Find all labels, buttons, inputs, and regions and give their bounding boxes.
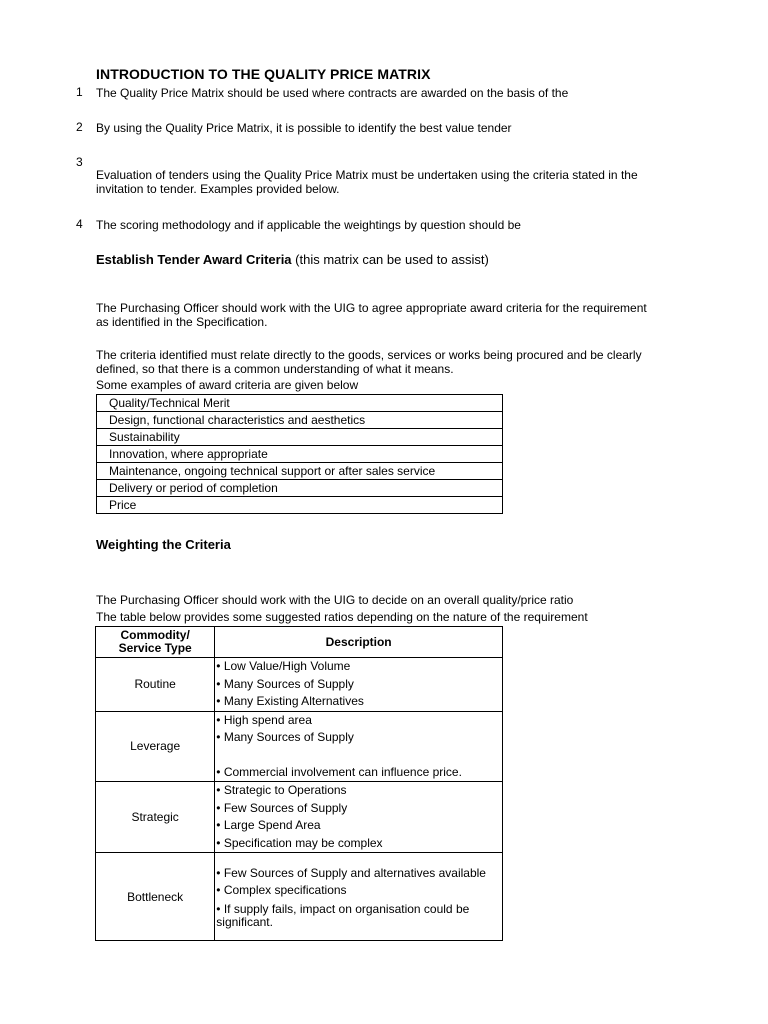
item-text-3-content: Evaluation of tenders using the Quality Price Matrix must be undertaken using the criteria stated in the invitation to tender. Examples provided below.: [96, 168, 638, 196]
description-cell: [215, 782, 503, 853]
description-item: • High spend area: [216, 712, 312, 727]
criteria-cell: Price: [97, 497, 503, 514]
award-criteria-table: [96, 394, 503, 514]
service-type-cell: Leverage: [96, 711, 215, 782]
weighting-heading: Weighting the Criteria: [96, 537, 231, 552]
criteria-cell: Maintenance, ongoing technical support or after sales service: [97, 463, 503, 480]
table-header-row: [96, 627, 503, 658]
col-header-line-1: Commodity/: [120, 628, 190, 642]
table-row: [96, 711, 503, 782]
award-para-2-content: The criteria identified must relate directly to the goods, services or works being procured and be clearly defined, so that there is a common understanding of what it means.: [96, 348, 642, 376]
criteria-cell: Innovation, where appropriate: [97, 446, 503, 463]
col-header-line-2: Service Type: [118, 641, 192, 655]
description-item: • Few Sources of Supply and alternatives available: [216, 866, 486, 881]
table-row: [96, 782, 503, 853]
item-number-4: 4: [76, 217, 83, 231]
description-cell: [215, 853, 503, 941]
table-row: [97, 497, 503, 514]
award-criteria-heading-bold: Establish Tender Award Criteria: [96, 252, 292, 267]
service-type-cell: Routine: [96, 658, 215, 712]
table-row: [97, 463, 503, 480]
item-number-3: 3: [76, 155, 83, 169]
item-text-1: The Quality Price Matrix should be used where contracts are awarded on the basis of the: [96, 86, 569, 100]
table-row: [97, 429, 503, 446]
description-item: • Many Existing Alternatives: [216, 694, 364, 708]
criteria-cell: Delivery or period of completion: [97, 480, 503, 497]
table-row: [97, 446, 503, 463]
award-criteria-heading: [96, 252, 502, 267]
description-item: • Low Value/High Volume: [216, 659, 351, 673]
description-cell: [215, 711, 503, 782]
description-cell: [215, 658, 503, 712]
table-row: [96, 853, 503, 941]
weighting-para-1: The Purchasing Officer should work with the UIG to decide on an overall quality/price ratio: [96, 593, 574, 607]
award-para-1-content: The Purchasing Officer should work with the UIG to agree appropriate award criteria for the requirement as identified in the Specification.: [96, 301, 647, 329]
description-item: • Large Spend Area: [216, 818, 321, 832]
description-item: • If supply fails, impact on organisation could be significant.: [216, 901, 470, 929]
col-header-description: Description: [215, 627, 503, 658]
criteria-cell: Design, functional characteristics and aesthetics: [97, 412, 503, 429]
table-row: [96, 658, 503, 712]
item-text-2: By using the Quality Price Matrix, it is possible to identify the best value tender: [96, 121, 512, 135]
criteria-cell: Sustainability: [97, 429, 503, 446]
item-number-2: 2: [76, 120, 83, 134]
item-text-3: [96, 168, 638, 197]
award-criteria-heading-rest: (this matrix can be used to assist): [291, 252, 489, 267]
criteria-cell: Quality/Technical Merit: [97, 395, 503, 412]
description-item: • Few Sources of Supply: [216, 800, 348, 815]
item-number-1: 1: [76, 85, 83, 99]
col-header-service-type: [96, 627, 215, 658]
description-spacer: [215, 747, 502, 764]
description-item: • Many Sources of Supply: [216, 676, 354, 691]
description-item: • Many Sources of Supply: [216, 730, 354, 744]
description-item: • Specification may be complex: [216, 835, 383, 850]
page-title: INTRODUCTION TO THE QUALITY PRICE MATRIX: [96, 66, 431, 82]
examples-intro: Some examples of award criteria are given below: [96, 378, 359, 392]
table-row: [97, 412, 503, 429]
weighting-para-2: The table below provides some suggested ratios depending on the nature of the requirement: [96, 610, 588, 624]
service-type-cell: Bottleneck: [96, 853, 215, 941]
description-item: • Strategic to Operations: [216, 783, 347, 797]
item-text-4: The scoring methodology and if applicable the weightings by question should be: [96, 218, 521, 232]
service-type-table: [95, 626, 503, 941]
service-type-cell: Strategic: [96, 782, 215, 853]
description-item: • Complex specifications: [216, 883, 347, 898]
award-para-2: [96, 348, 642, 377]
table-row: [97, 480, 503, 497]
description-item: • Commercial involvement can influence price.: [216, 764, 462, 779]
table-row: [97, 395, 503, 412]
award-para-1: [96, 301, 647, 330]
